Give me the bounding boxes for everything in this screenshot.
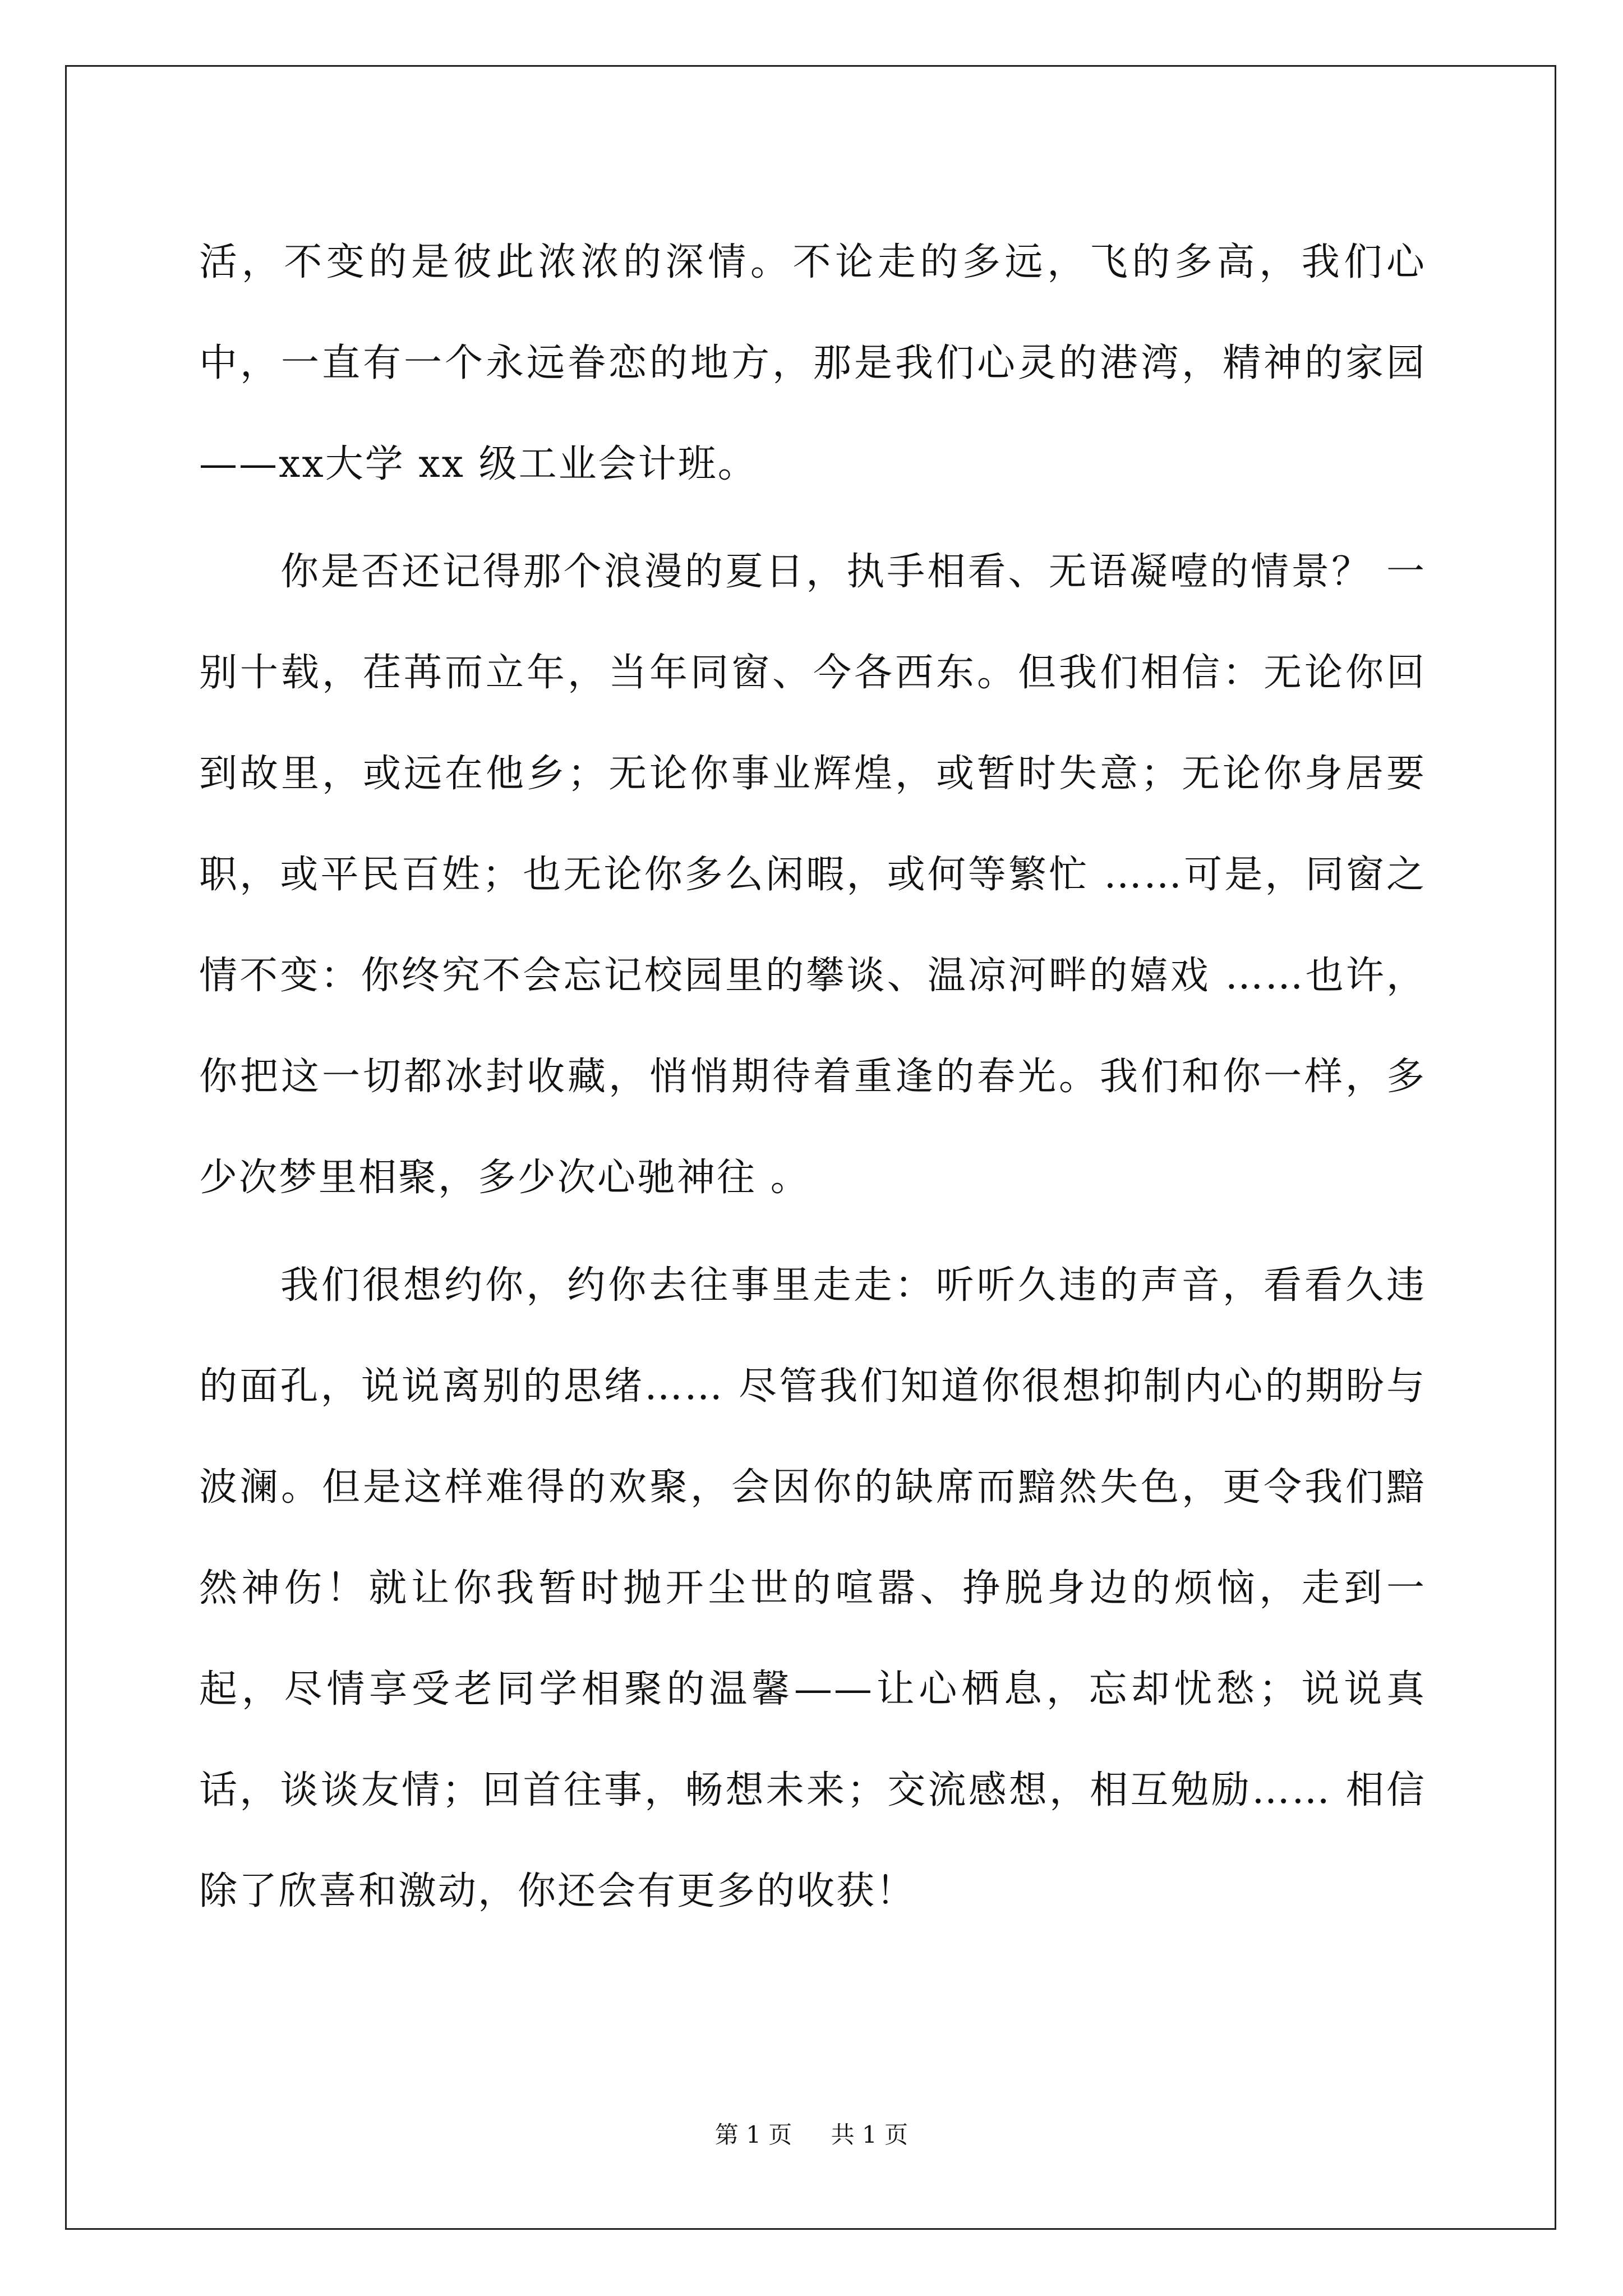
page-count: 共 1 页 — [831, 2121, 909, 2148]
page-footer — [0, 2118, 1623, 2152]
document-body — [199, 212, 1426, 1942]
paragraph-2: 你是否还记得那个浪漫的夏日，执手相看、无语凝噎的情景？ 一别十载，荏苒而立年，当年同窗、今各西东。但我们相信：无论你回到故里，或远在他乡；无论你事业辉煌，或暂时失意；无论你身居要职，或平民百姓；也无论你多么闲暇，或何等繁忙 ……可是，同窗之情不变：你终究不会忘记校园里的攀谈、温凉河畔的嬉戏 ……也许，你把这一切都冰封收藏，悄悄期待着重逢的春光。我们和你一样，多少次梦里相聚，多少次心驰神往 。 — [199, 550, 1426, 1200]
paragraph-1: 活，不变的是彼此浓浓的深情。不论走的多远，飞的多高，我们心中，一直有一个永远眷恋的地方，那是我们心灵的港湾，精神的家园——xx大学 xx 级工业会计班。 — [199, 240, 1426, 486]
page-number: 第 1 页 — [714, 2121, 792, 2148]
paragraph-3: 我们很想约你，约你去往事里走走：听听久违的声音，看看久违的面孔，说说离别的思绪…… 尽管我们知道你很想抑制内心的期盼与波澜。但是这样难得的欢聚，会因你的缺席而黯然失色，更令我们黯然神伤！就让你我暂时抛开尘世的喧嚣、挣脱身边的烦恼，走到一起，尽情享受老同学相聚的温馨——让心栖息，忘却忧愁；说说真话，谈谈友情；回首往事，畅想未来；交流感想，相互勉励…… 相信除了欣喜和激动，你还会有更多的收获！ — [199, 1263, 1426, 1913]
